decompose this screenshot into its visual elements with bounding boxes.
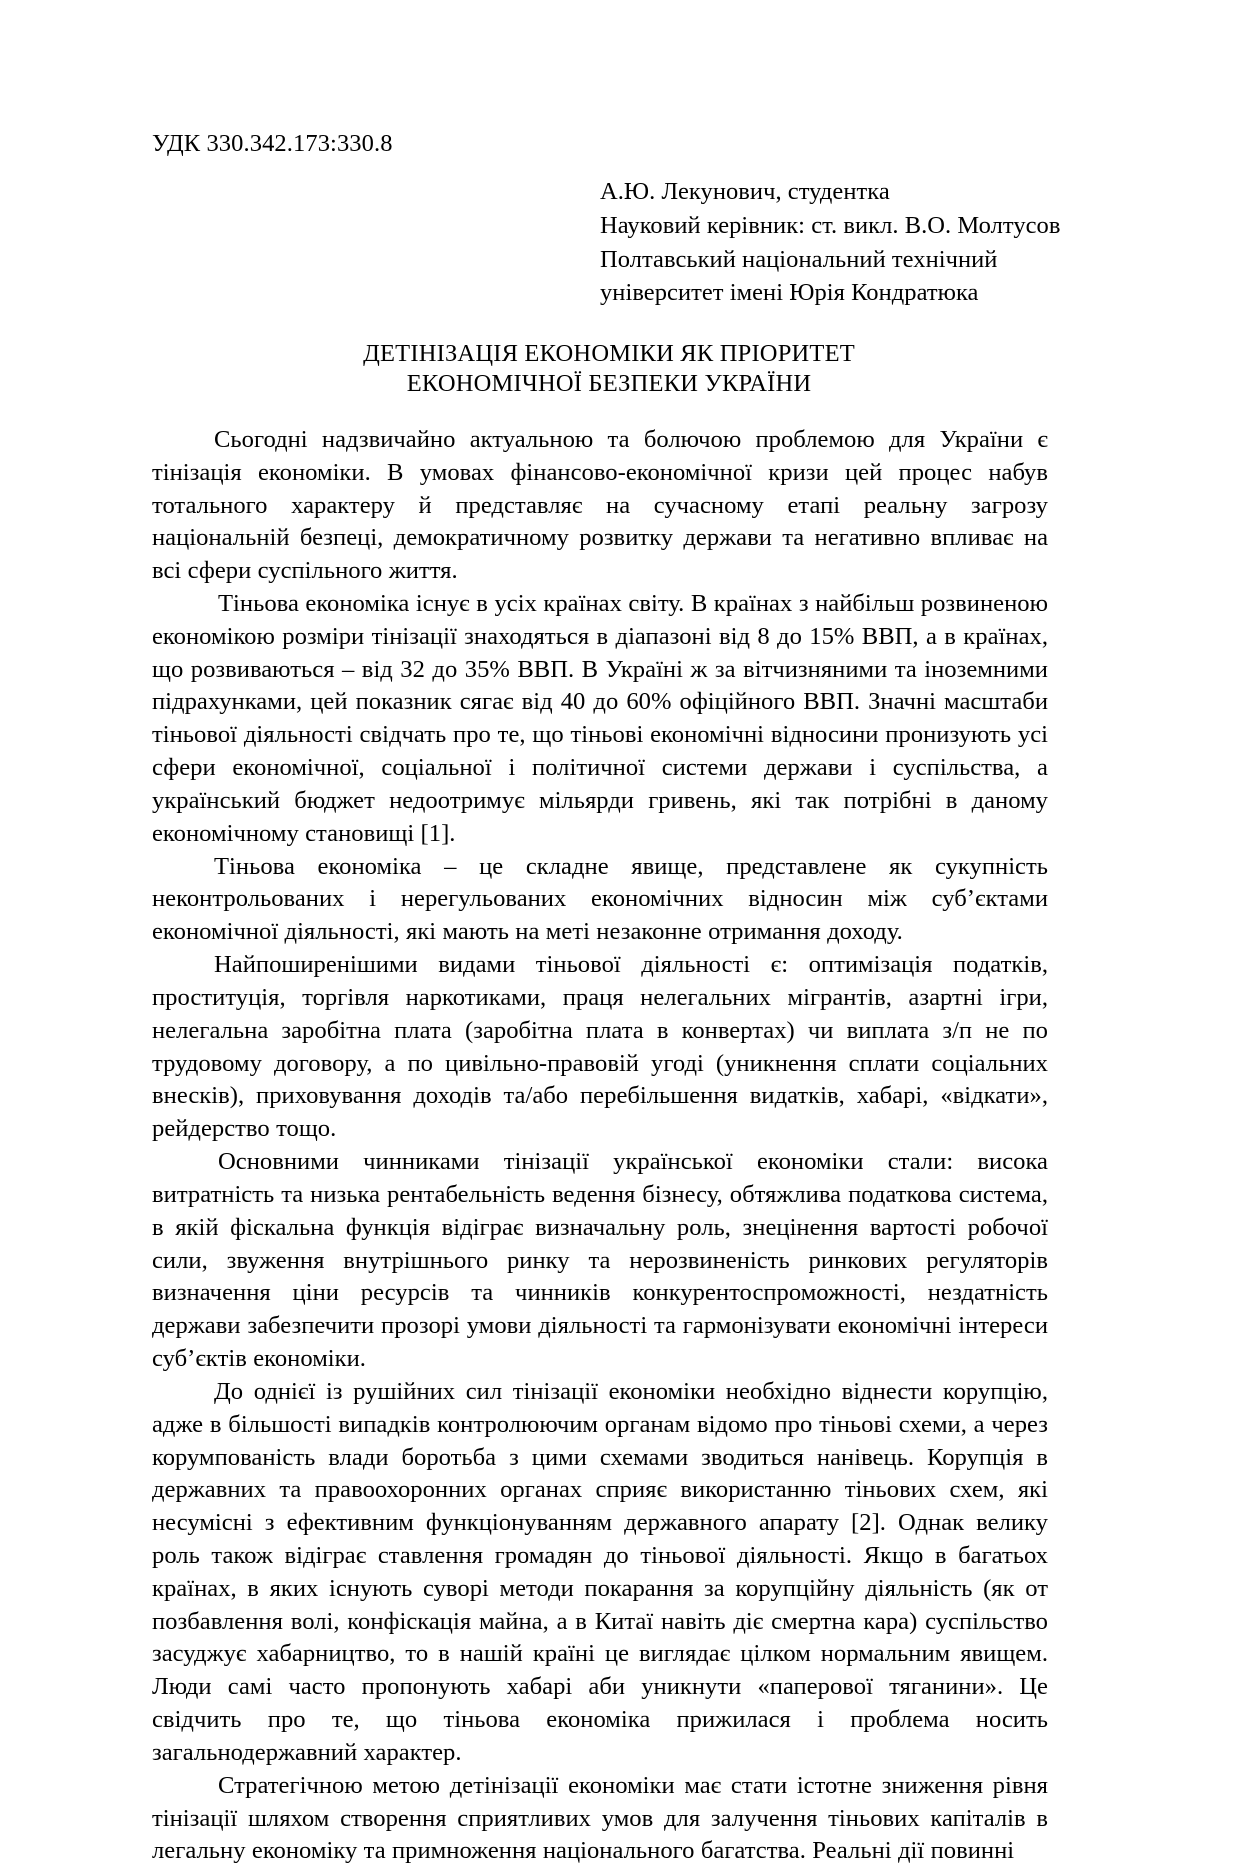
affiliation-line-2: університет імені Юрія Кондратюка	[600, 279, 979, 307]
affiliation-line-1: Полтавський національний технічний	[600, 245, 998, 273]
paragraph: Тіньова економіка – це складне явище, представлене як сукупність неконтрольованих і нерегульованих економічних відносин між суб’єктами економічної діяльності, які мають на меті незаконне отримання доходу.	[152, 852, 1048, 946]
title-line-1: ДЕТІНІЗАЦІЯ ЕКОНОМІКИ ЯК ПРІОРИТЕТ	[363, 340, 855, 368]
title-line-2: ЕКОНОМІЧНОЇ БЕЗПЕКИ УКРАЇНИ	[406, 369, 812, 397]
paragraph: До однієї із рушійних сил тінізації економіки необхідно віднести корупцію, адже в більшості випадків контролюючим органам відомо про тіньові схеми, а через корумпованість влади боротьба з цими схемами зводиться нанівець. Корупція в державних та правоохоронних органах сприяє використанню тіньових схем, які несумісні з ефективним функціонуванням державного апарату [2]. Однак велику роль також відіграє ставлення громадян до тіньової діяльності. Якщо в багатьох країнах, в яких існують суворі методи покарання за корупційну діяльність (як от позбавлення волі, конфіскація майна, а в Китаї навіть діє смертна кара) суспільство засуджує хабарництво, то в нашій країні це виглядає цілком нормальним явищем. Люди самі часто пропонують хабарі аби уникнути «паперової тяганини». Це свідчить про те, що тіньова економіка прижилася і проблема носить загальнодержавний характер.	[152, 1377, 1048, 1766]
supervisor-name: Науковий керівник: ст. викл. В.О. Молтусов	[600, 211, 1061, 239]
page-content	[152, 130, 1061, 1868]
paragraph: Найпоширенішими видами тіньової діяльності є: оптимізація податків, проституція, торгівля наркотиками, праця нелегальних мігрантів, азартні ігри, нелегальна заробітна плата (заробітна плата в конвертах) чи виплата з/п не по трудовому договору, а по цивільно-правовій угоді (уникнення сплати соціальних внесків), приховування доходів та/або перебільшення видатків, хабарі, «відкати», рейдерство тощо.	[152, 951, 1048, 1143]
author-block	[152, 175, 1061, 310]
author-name: А.Ю. Лекунович, студентка	[600, 177, 890, 205]
page-title	[152, 339, 1048, 399]
paragraph: Основними чинниками тінізації української економіки стали: висока витратність та низька рентабельність ведення бізнесу, обтяжлива податкова система, в якій фіскальна функція відіграє визначальну роль, знецінення вартості робочої сили, звуження внутрішнього ринку та нерозвиненість ринкових регуляторів визначення ціни ресурсів та чинників конкурентоспроможності, нездатність держави забезпечити прозорі умови діяльності та гармонізувати економічні інтереси суб’єктів економіки.	[152, 1148, 1048, 1373]
paragraph: Стратегічною метою детінізації економіки має стати істотне зниження рівня тінізації шляхом створення сприятливих умов для залучення тіньових капіталів в легальну економіку та примноження національного багатства. Реальні дії повинні	[152, 1771, 1048, 1865]
body-text	[152, 424, 1048, 1868]
paragraph: Тіньова економіка існує в усіх країнах світу. В країнах з найбільш розвиненою економікою розміри тінізації знаходяться в діапазоні від 8 до 15% ВВП, а в країнах, що розвиваються – від 32 до 35% ВВП. В Україні ж за вітчизняними та іноземними підрахунками, цей показник сягає від 40 до 60% офіційного ВВП. Значні масштаби тіньової діяльності свідчать про те, що тіньові економічні відносини пронизують усі сфери економічної, соціальної і політичної системи держави і суспільства, а український бюджет недоотримує мільярди гривень, які так потрібні в даному економічному становищі [1].	[152, 589, 1048, 847]
udc-code: УДК 330.342.173:330.8	[152, 130, 393, 157]
paragraph: Сьогодні надзвичайно актуальною та болючою проблемою для України є тінізація економіки. В умовах фінансово-економічної кризи цей процес набув тотального характеру й представляє на сучасному етапі реальну загрозу національній безпеці, демократичному розвитку держави та негативно впливає на всі сфери суспільного життя.	[152, 425, 1048, 585]
